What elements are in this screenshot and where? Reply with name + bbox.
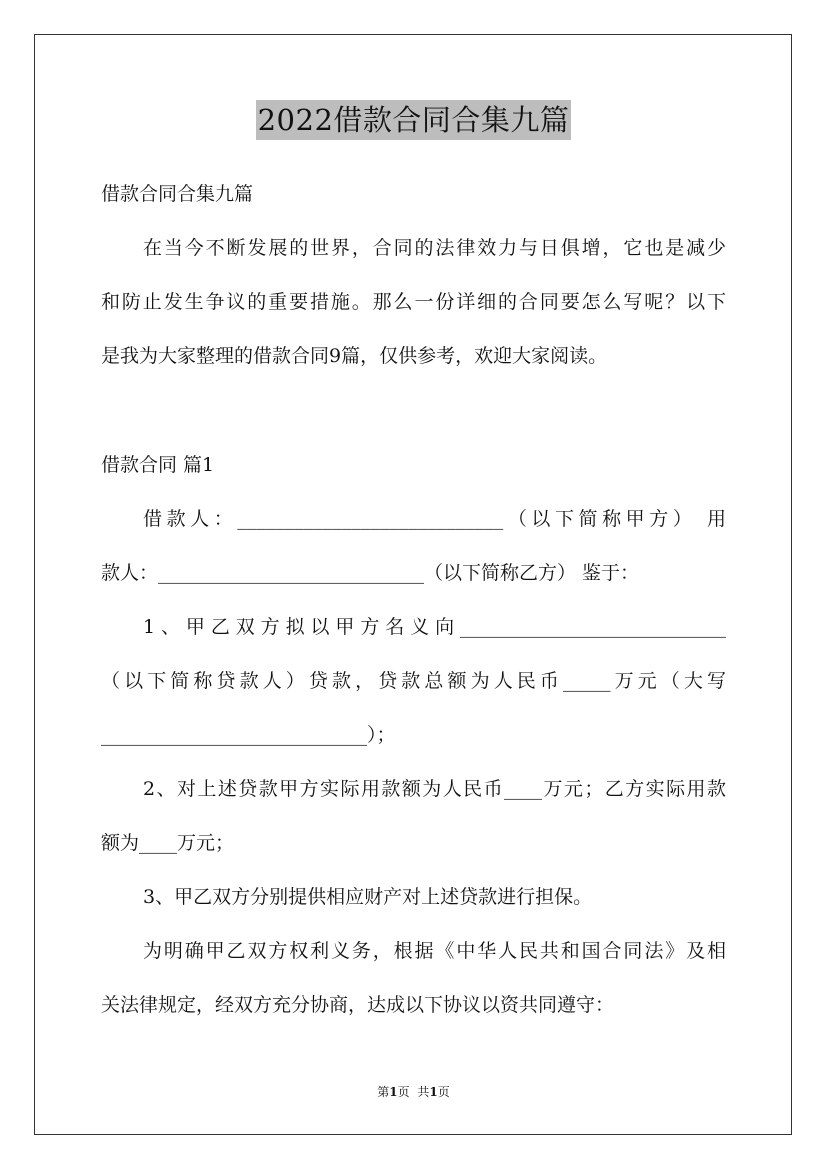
paragraph-line: 款人：____________________________（以下简称乙方） 鉴于：	[101, 562, 640, 584]
paragraph-line: 3、甲乙双方分别提供相应财产对上述贷款进行担保。	[143, 886, 593, 908]
total-pages: 1	[429, 1085, 438, 1099]
page-label-suffix: 页	[397, 1085, 410, 1099]
paragraph-line: 和防止发生争议的重要措施。那么一份详细的合同要怎么写呢？以下	[101, 291, 726, 313]
title-container	[0, 100, 827, 140]
total-label-suffix: 页	[437, 1085, 450, 1099]
document-title: 2022借款合同合集九篇	[256, 100, 572, 140]
page-footer	[0, 1084, 827, 1100]
total-label-prefix: 共	[417, 1085, 430, 1099]
paragraph-line: 借款人：____________________________（以下简称甲方） 用	[143, 508, 726, 530]
page-label-prefix: 第	[377, 1085, 390, 1099]
paragraph-line: （以下简称贷款人）贷款，贷款总额为人民币_____万元（大写	[101, 670, 726, 692]
page-number: 1	[389, 1085, 398, 1099]
paragraph-line: 为明确甲乙双方权利义务，根据《中华人民共和国合同法》及相	[143, 940, 726, 962]
subtitle-line: 借款合同合集九篇	[101, 183, 254, 205]
paragraph-line: 在当今不断发展的世界，合同的法律效力与日俱增，它也是减少	[143, 237, 726, 259]
paragraph-line: 是我为大家整理的借款合同9篇，仅供参考，欢迎大家阅读。	[101, 345, 608, 367]
section-heading: 借款合同 篇1	[101, 454, 215, 476]
paragraph-line: 额为____万元；	[101, 832, 235, 854]
paragraph-line: 2、对上述贷款甲方实际用款额为人民币____万元；乙方实际用款	[143, 778, 726, 800]
paragraph-line: ____________________________）；	[101, 724, 396, 746]
paragraph-line: 1、甲乙双方拟以甲方名义向____________________________	[143, 616, 726, 638]
paragraph-line: 关法律规定，经双方充分协商，达成以下协议以资共同遵守：	[101, 994, 615, 1016]
